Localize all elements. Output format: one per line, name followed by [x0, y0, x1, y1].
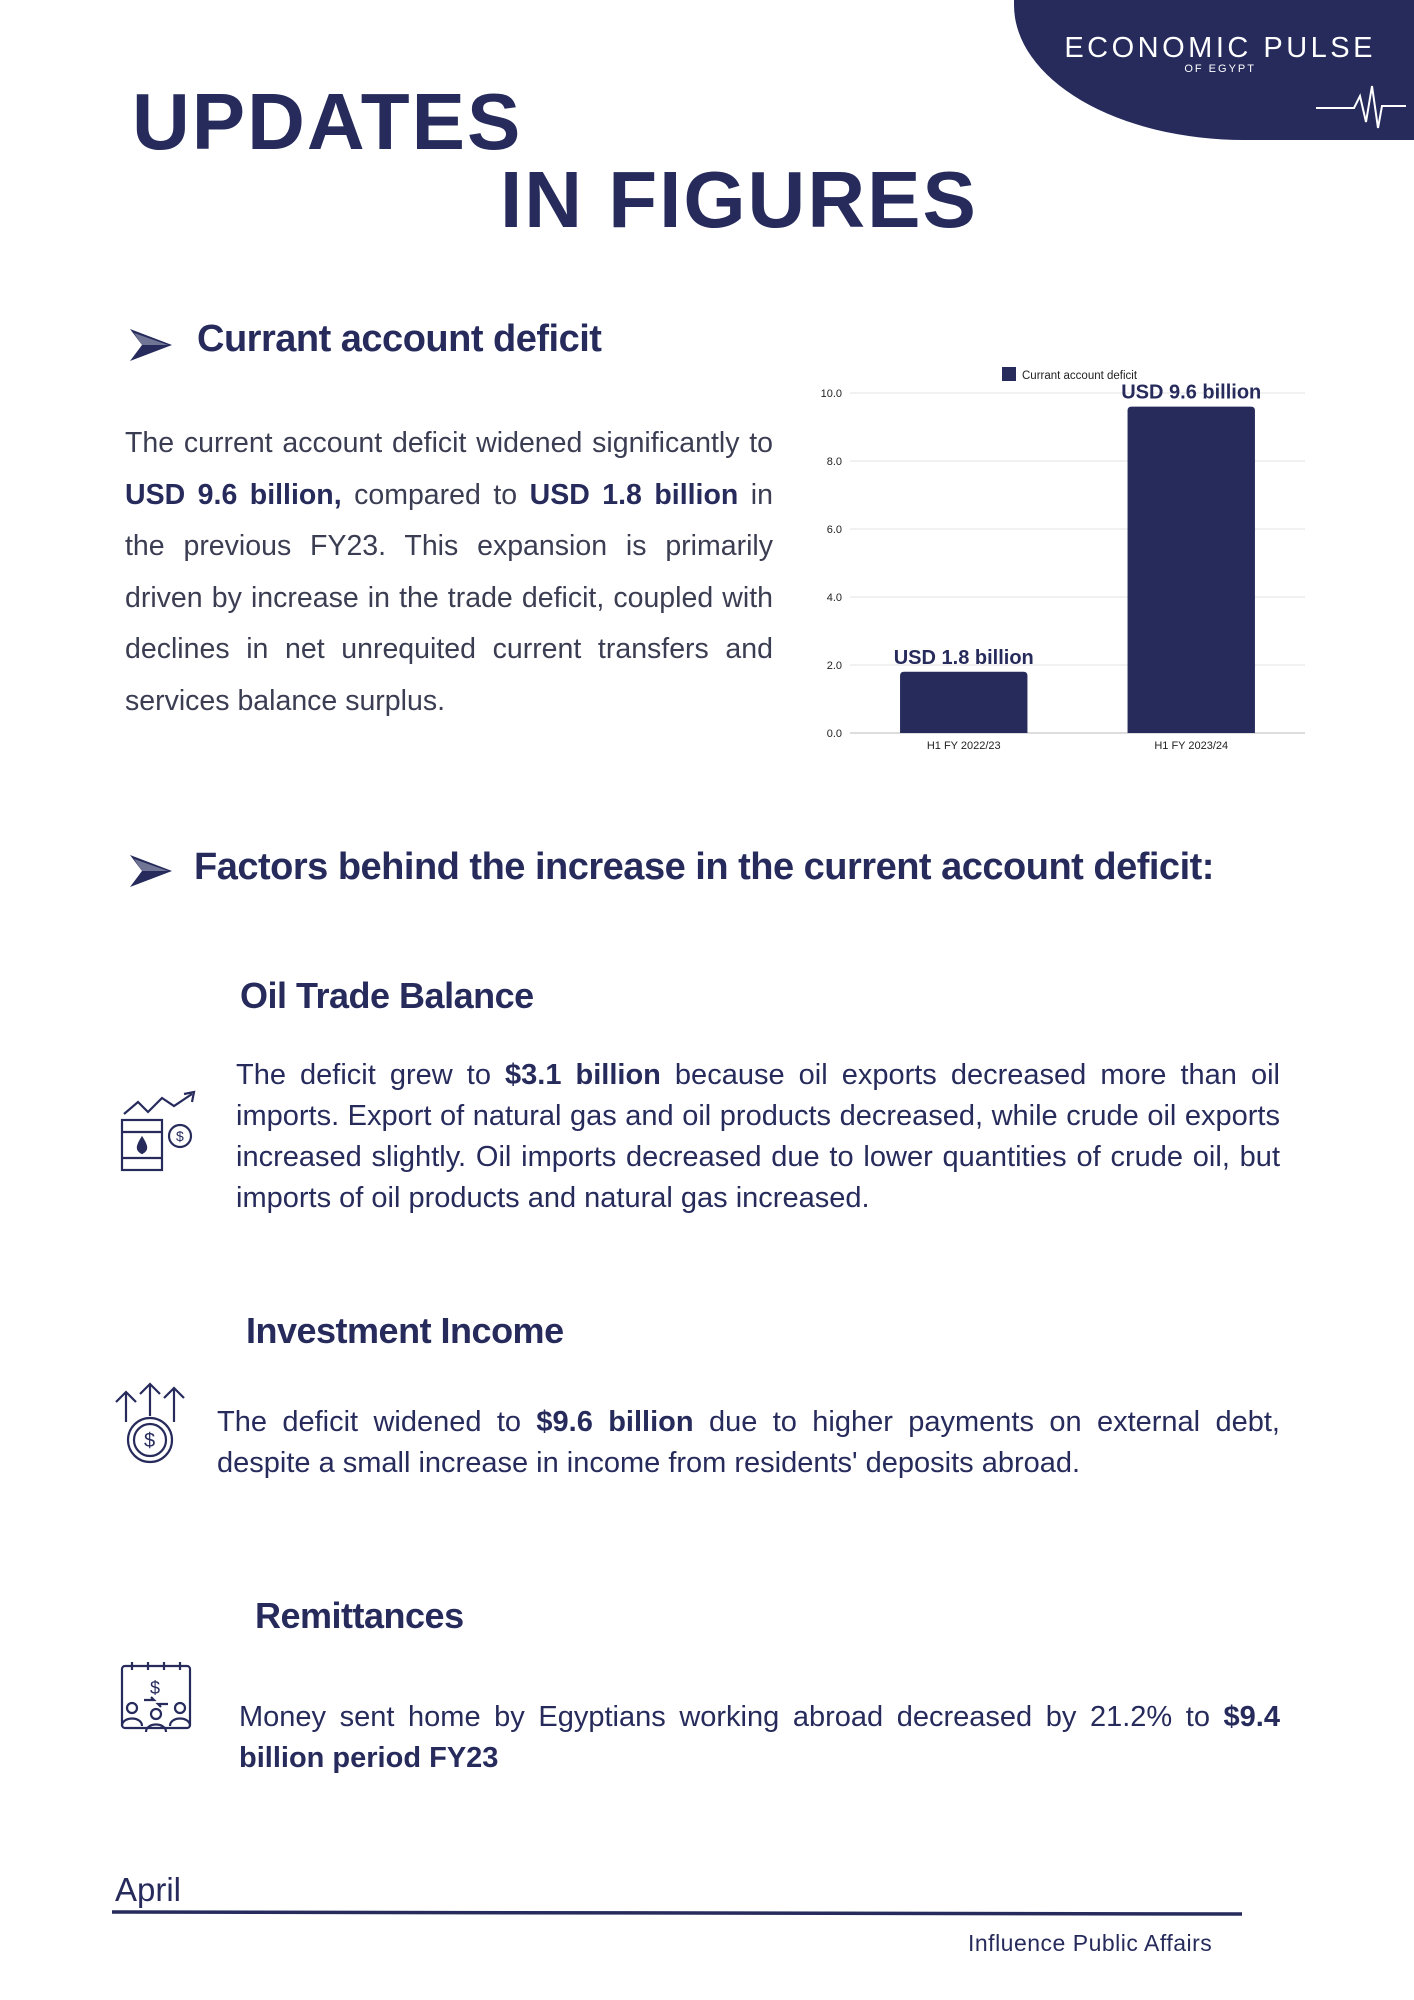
page-title-line1: UPDATES	[132, 77, 523, 166]
current-account-bar-chart	[800, 355, 1320, 765]
x-tick-label: H1 FY 2022/23	[926, 740, 1001, 752]
y-tick-label: 0.0	[826, 728, 842, 740]
footer-divider	[112, 1906, 1248, 1918]
remittances-heading: Remittances	[255, 1595, 464, 1636]
y-tick-label: 10.0	[820, 388, 842, 400]
data-label: USD 9.6 billion	[1121, 381, 1262, 404]
y-tick-label: 4.0	[826, 592, 842, 604]
arrow-bullet-icon	[128, 851, 174, 891]
heartbeat-pulse-icon	[1316, 82, 1406, 132]
footer-month: April	[115, 1871, 182, 1908]
y-tick-label: 2.0	[826, 660, 842, 672]
legend-swatch	[1002, 367, 1016, 381]
x-tick-label: H1 FY 2023/24	[1154, 740, 1229, 752]
investment-income-text: The deficit widened to $9.6 billion due to higher payments on external debt, despite a small increase in income from residents' deposits abroad.	[217, 1406, 1280, 1479]
section-heading-factors: Factors behind the increase in the current account deficit:	[194, 846, 1214, 888]
bar	[1128, 407, 1255, 733]
legend-label: Currant account deficit	[1022, 370, 1138, 382]
svg-text:$: $	[176, 1128, 184, 1144]
section-heading-current-account: Currant account deficit	[197, 318, 602, 360]
oil-barrel-chart-icon	[118, 1090, 204, 1174]
data-label: USD 1.8 billion	[893, 646, 1034, 669]
page-title-line2: IN FIGURES	[500, 155, 978, 244]
y-tick-label: 6.0	[826, 524, 842, 536]
investment-income-heading: Investment Income	[246, 1310, 564, 1351]
oil-trade-text: The deficit grew to $3.1 billion because oil exports decreased more than oil imports. Export of natural gas and oil products decreased, while crude oil exports increased slightly. Oil imports decreased due to lower quantities of crude oil, but imports of oil products and natural gas increased.	[236, 1059, 1280, 1214]
coin-growth-icon	[112, 1380, 188, 1466]
remittance-people-icon	[118, 1660, 194, 1738]
brand-subtitle: OF EGYPT	[1184, 63, 1256, 75]
brand-logo	[1064, 32, 1376, 75]
oil-trade-heading: Oil Trade Balance	[240, 975, 534, 1016]
bar	[900, 672, 1027, 733]
brand-title: ECONOMIC PULSE	[1064, 32, 1376, 64]
current-account-paragraph: The current account deficit widened significantly to USD 9.6 billion, compared to USD 1.8 billion in the previous FY23. This expansion is primarily driven by increase in the trade deficit, coupled with declines in net unrequited current transfers and services balance surplus.	[125, 427, 773, 717]
footer-organization: Influence Public Affairs	[968, 1930, 1213, 1956]
y-tick-label: 8.0	[826, 456, 842, 468]
svg-text:$: $	[144, 1430, 156, 1452]
svg-text:$: $	[150, 1678, 161, 1698]
remittances-text: Money sent home by Egyptians working abroad decreased by 21.2% to $9.4 billion period FY23	[239, 1701, 1280, 1774]
arrow-bullet-icon	[128, 325, 174, 365]
